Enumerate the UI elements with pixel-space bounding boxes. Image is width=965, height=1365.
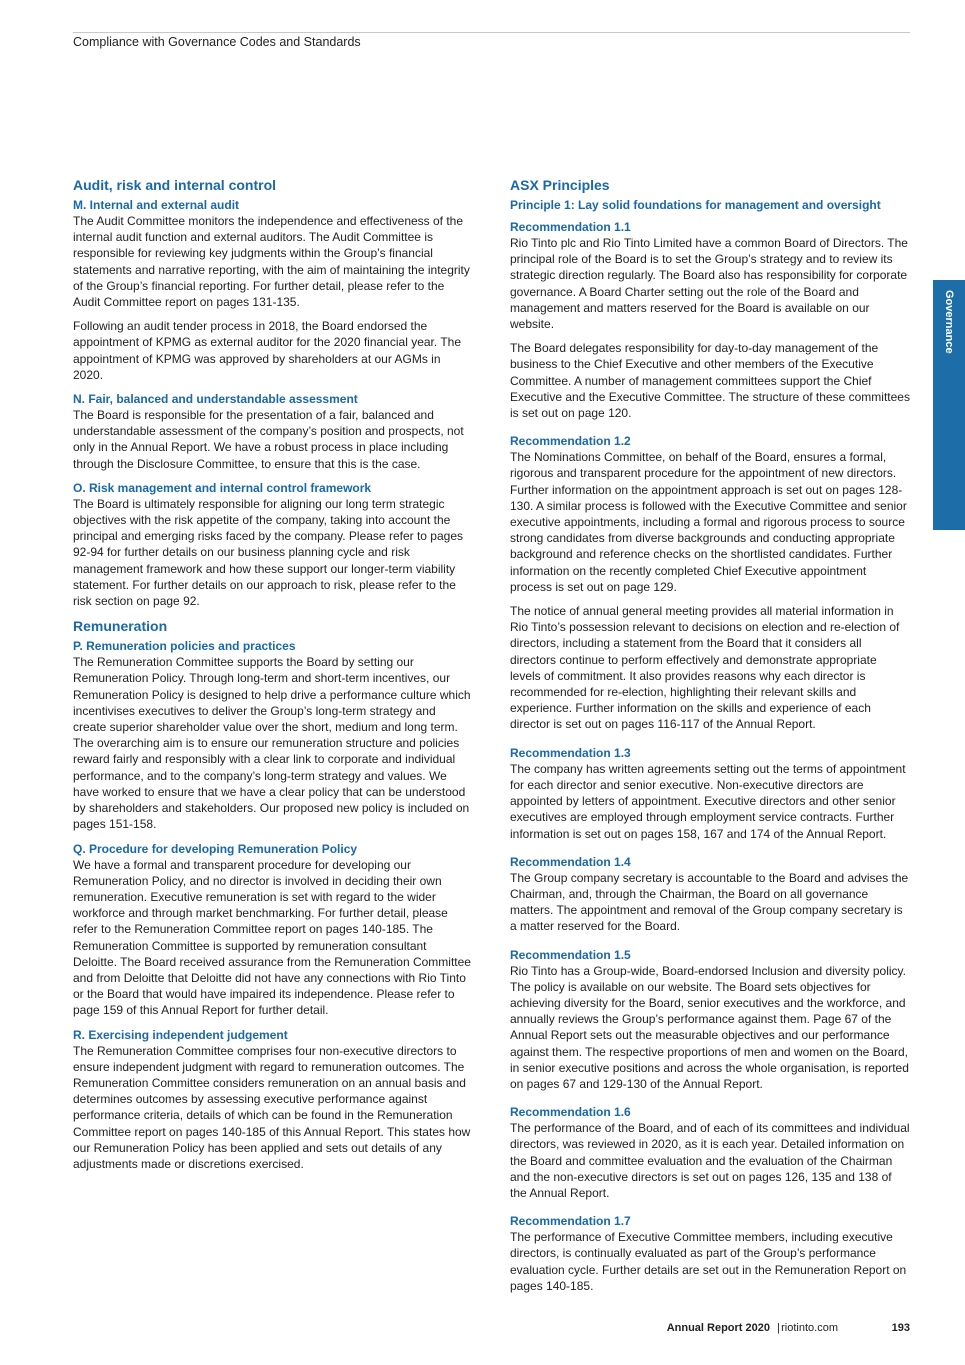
recommendation-heading: Recommendation 1.5: [510, 947, 631, 962]
recommendation-heading: Recommendation 1.7: [510, 1214, 631, 1229]
paragraph: The Remuneration Committee supports the Board by setting our Remuneration Policy. Through long-term and short-term incentives, our Remuneration Policy is designed to help drive a performance culture which incentivises executives to deliver the Group’s long-term strategy and create superior shareholder value over the short, medium and long term. The overarching aim is to ensure our remuneration structure and policies reward fairly and responsibly with a clear link to corporate and individual performance, and to the company’s long-term strategy and values. We have worked to ensure that we have a clear policy that can be understood by shareholders and stakeholders. Our proposed new policy is included on pages 151-158.: [73, 655, 471, 832]
paragraph: The Audit Committee monitors the independence and effectiveness of the internal audit function and external auditors. The Audit Committee is responsible for reviewing key judgments within the Group’s financial statements and narrative reporting, with the aim of maintaining the integrity of the Group’s financial reporting. For further detail, please refer to the Audit Committee report on pages 131-135.: [73, 214, 470, 310]
paragraph: Following an audit tender process in 2018, the Board endorsed the appointment of KPMG as external auditor for the 2020 financial year. The appointment of KPMG was approved by shareholders at our AGMs in 2020.: [73, 319, 462, 382]
recommendation-heading: Recommendation 1.1: [510, 220, 631, 234]
recommendation-1-2: [510, 433, 910, 732]
left-column: [73, 176, 471, 1180]
paragraph: The performance of the Board, and of each of its committees and individual directors, was reviewed in 2020, as it is each year. Detailed information on the Board and committee evaluation and the evaluation of the Chairman and the non-executive directors is set out on pages 126, 135 and 138 of the Annual Report.: [510, 1121, 910, 1200]
item-q: [73, 841, 471, 1019]
item-heading: Q. Procedure for developing Remuneration Policy: [73, 841, 358, 856]
recommendation-1-5: [510, 947, 910, 1093]
item-heading: R. Exercising independent judgement: [73, 1027, 288, 1042]
item-heading: O. Risk management and internal control framework: [73, 480, 372, 495]
paragraph: The Nominations Committee, on behalf of the Board, ensures a formal, rigorous and transparent procedure for the appointment of new directors. Further information on the appointment approach is set out on pages 128-130. A similar process is followed with the Executive Committee and senior executive appointments, including a formal and rigorous process to source strong candidates from diverse backgrounds and conducting appropriate background and reference checks on the shortlisted candidates. Further information on the recently completed Chief Executive appointment process is set out on page 129.: [510, 450, 907, 594]
paragraph: The Board is ultimately responsible for aligning our long term strategic objectives with the risk appetite of the company, taking into account the principal and emerging risks faced by the company. Please refer to pages 92-94 for further details on our business planning cycle and risk management framework and how these support our longer-term viability statement. For further details on our approach to risk, please refer to the risk section on page 92.: [73, 496, 463, 609]
footer-report-title: Annual Report 2020: [666, 1322, 770, 1334]
page-header-title: Compliance with Governance Codes and Standards: [73, 35, 361, 49]
recommendation-1-6: [510, 1104, 910, 1201]
item-r: [73, 1027, 471, 1173]
paragraph: The Board delegates responsibility for day-to-day management of the business to the Chief Executive and other members of the Executive Committee. A number of management committees support the Chief Executive and the Executive Committee. The structure of these committees is set out on page 120.: [510, 341, 910, 421]
recommendation-heading: Recommendation 1.3: [510, 745, 631, 760]
section-title-audit: Audit, risk and internal control: [73, 177, 277, 193]
section-title-asx: ASX Principles: [510, 177, 610, 193]
paragraph: The Board is responsible for the presentation of a fair, balanced and understandable assessment of the company’s position and prospects, not only in the Annual Report. We have a robust process in place including through the Disclosure Committee, to ensure that this is the case.: [73, 408, 464, 471]
footer-website[interactable]: riotinto.com: [781, 1322, 838, 1334]
paragraph: The Remuneration Committee comprises four non-executive directors to ensure independent judgment with regard to remuneration outcomes. The Remuneration Committee considers remuneration on an annual basis and determines outcomes by assessing executive performance against performance criteria, details of which can be found in the Remuneration Committee report on pages 140-185 of this Annual Report. This states how our Remuneration Policy has been applied and sets out details of any adjustments made or discretions exercised.: [73, 1043, 471, 1171]
recommendation-heading: Recommendation 1.6: [510, 1105, 631, 1120]
recommendation-1-4: [510, 854, 910, 935]
paragraph: The performance of Executive Committee members, including executive directors, is continually evaluated as part of the Group’s performance evaluation cycle. Further details are set out in the Remuneration Report on pages 140-185.: [510, 1230, 907, 1293]
item-n: [73, 391, 471, 472]
item-heading: M. Internal and external audit: [73, 198, 240, 212]
paragraph: The company has written agreements setting out the terms of appointment for each director and senior executive. Non-executive directors are appointed by letters of appointment. Executive directors and other senior executives are employed through employment service contracts. Further information is set out on pages 158, 167 and 174 of the Annual Report.: [510, 761, 906, 841]
page-number: 193: [891, 1322, 910, 1334]
right-column: [510, 176, 910, 1302]
item-m: [73, 197, 471, 383]
section-title-remuneration: Remuneration: [73, 618, 168, 635]
item-p: [73, 638, 471, 832]
principle-heading: Principle 1: Lay solid foundations for management and oversight: [510, 198, 881, 212]
paragraph: Rio Tinto plc and Rio Tinto Limited have a common Board of Directors. The principal role of the Board is to set the Group’s strategy and to review its strategic direction regularly. The Board also has responsibility for corporate governance. A Board Charter setting out the role of the Board and management and matters reserved for the Board is available on our website.: [510, 236, 908, 332]
item-o: [73, 480, 471, 609]
paragraph: Rio Tinto has a Group-wide, Board-endorsed Inclusion and diversity policy. The policy is available on our website. The Board sets objectives for achieving diversity for the Board, senior executives and the workforce, and annually reviews the Group’s performance against them. Page 67 of the Annual Report sets out the measurable objectives and our performance against them. The respective proportions of men and women on the Board, in senior executive positions and across the whole organisation, is reported on pages 67 and 129-130 of the Annual Report.: [510, 963, 909, 1091]
paragraph: The Group company secretary is accountable to the Board and advises the Chairman, and, through the Chairman, the Board on all governance matters. The appointment and removal of the Group company secretary is a matter reserved for the Board.: [510, 870, 909, 934]
recommendation-heading: Recommendation 1.4: [510, 854, 631, 869]
recommendation-heading: Recommendation 1.2: [510, 434, 631, 449]
recommendation-1-3: [510, 745, 910, 842]
paragraph: We have a formal and transparent procedure for developing our Remuneration Policy, and no director is involved in deciding their own remuneration. Executive remuneration is set with regard to the wider workforce and through market benchmarking. For further detail, please refer to the Remuneration Committee report on pages 140-185. The Remuneration Committee is supported by remuneration consultant Deloitte. The Board received assurance from the Remuneration Committee and from Deloitte that Deloitte did not have any connections with Rio Tinto or the Board that would have impaired its independence. Please refer to page 159 of this Annual Report for further detail.: [73, 857, 471, 1018]
paragraph: The notice of annual general meeting provides all material information in Rio Tinto’s possession relevant to decisions on election and re-election of directors, including a statement from the Board that it considers all directors continue to perform effectively and demonstrate appropriate levels of commitment. It also provides reasons why each director is recommended for re-election, highlighting their relevant skills and experience. Further information on the skills and experience of each director is set out on pages 116-117 of the Annual Report.: [510, 604, 900, 732]
item-heading: N. Fair, balanced and understandable assessment: [73, 392, 358, 407]
footer-separator: |: [777, 1322, 780, 1334]
recommendation-1-1: [510, 219, 910, 421]
header-rule: [73, 32, 910, 33]
recommendation-1-7: [510, 1213, 910, 1294]
section-side-tab: [933, 280, 965, 530]
item-heading: P. Remuneration policies and practices: [73, 639, 296, 654]
side-tab-label: Governance: [943, 290, 955, 354]
